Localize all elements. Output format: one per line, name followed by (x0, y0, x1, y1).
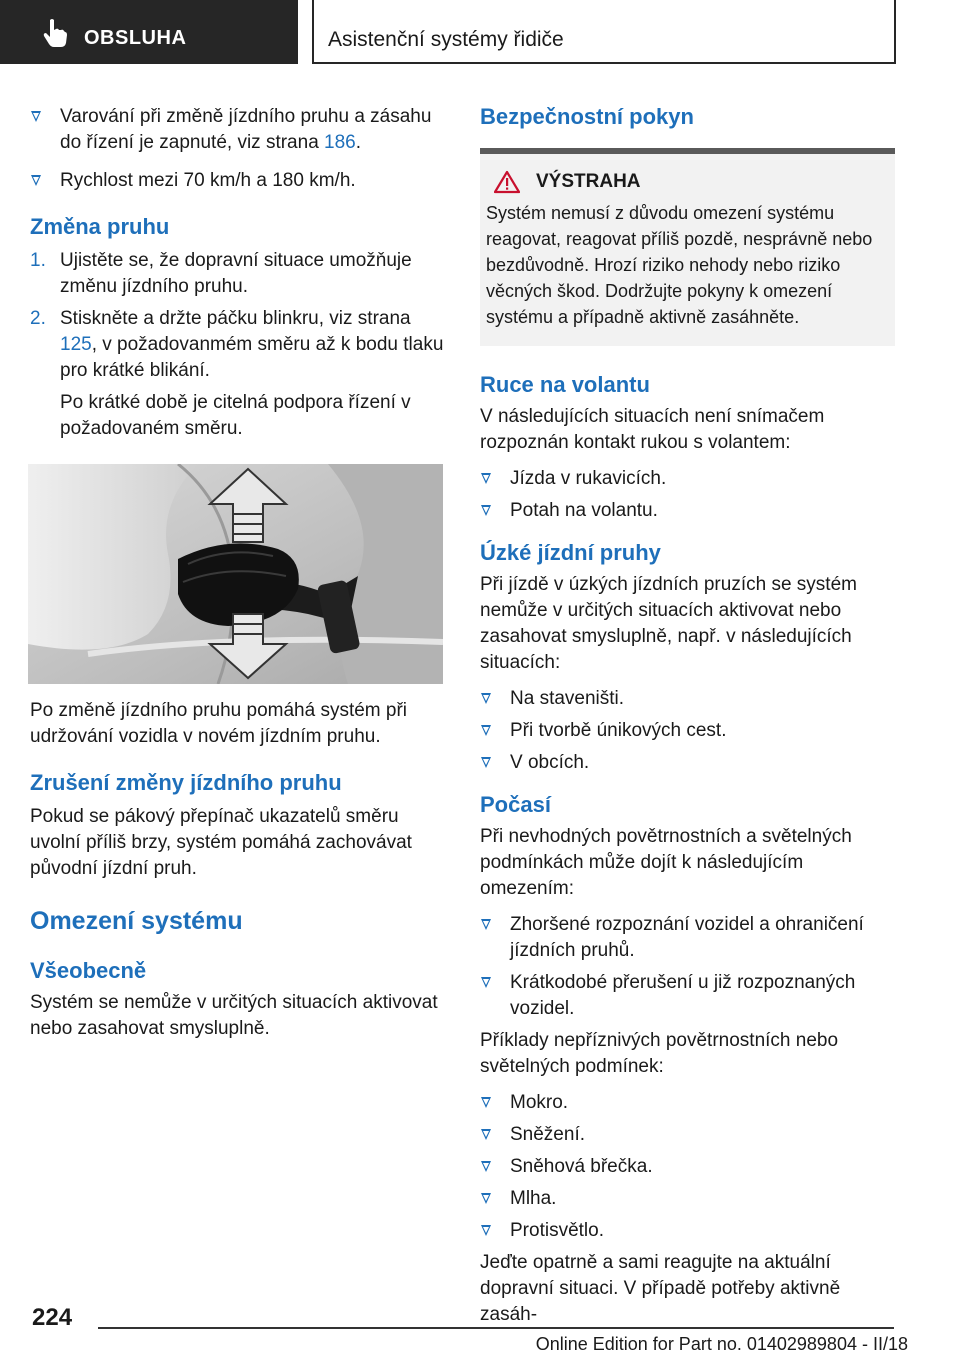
triangle-bullet-icon (481, 693, 491, 704)
triangle-bullet-icon (481, 1193, 491, 1204)
chapter-title: Asistenční systémy řidiče (328, 28, 564, 51)
left-column (30, 100, 445, 1042)
list-item: Protisvětlo. (480, 1218, 895, 1244)
page-number: 224 (32, 1304, 73, 1331)
section-heading-hands: Ruce na volantu (480, 372, 650, 397)
triangle-bullet-icon (481, 505, 491, 516)
list-item: Varování při změně jízdního pruhu a zásahu do řízení je zapnuté, viz strana 186. (30, 104, 445, 156)
narrow-text: Při jízdě v úzkých jízdních pruzích se systém nemůže v určitých situacích aktivovat nebo zasahovat smysluplně, např. v následujících situacích: (480, 574, 857, 673)
final-text: Jeďte opatrně a sami reagujte na aktuální dopravní situaci. V případě potřeby aktivně zasáh- (480, 1252, 841, 1325)
footer-divider (98, 1327, 894, 1329)
section-heading-limits: Omezení systému (30, 907, 243, 935)
step-number: 2. (30, 308, 46, 329)
triangle-bullet-icon (481, 919, 491, 930)
triangle-bullet-icon (481, 757, 491, 768)
page-footer (0, 1290, 960, 1362)
step-note: Po krátké době je citelná podpora řízení v požadovaném směru. (60, 392, 411, 439)
examples-bullet-list (480, 1090, 895, 1244)
section-heading-cancel: Zrušení změny jízdního pruhu (30, 770, 342, 795)
page-link[interactable]: 125 (60, 334, 92, 355)
cancel-text: Pokud se pákový přepínač ukazatelů směru uvolní příliš brzy, systém pomáhá zachovávat původní jízdní pruh. (30, 806, 412, 879)
triangle-bullet-icon (481, 473, 491, 484)
warning-triangle-icon (494, 170, 520, 194)
list-item: Mokro. (480, 1090, 895, 1116)
step-item: 2. Stiskněte a držte páčku blinkru, viz strana 125, v požadovanmém směru až k bodu tlaku pro krátké blikání. (30, 308, 444, 381)
edition-text: Online Edition for Part no. 01402989804 - II/18 (535, 1334, 908, 1354)
right-column (480, 100, 895, 1328)
step-item: 1. Ujistěte se, že dopravní situace umožňuje změnu jízdního pruhu. (30, 250, 412, 297)
warning-header (494, 170, 887, 194)
lever-illustration (28, 464, 443, 684)
step-number: 1. (30, 250, 46, 271)
subheading-general: Všeobecně (30, 958, 147, 983)
narrow-bullet-list (480, 686, 895, 776)
list-item: Sněhová břečka. (480, 1154, 895, 1180)
warning-title: VÝSTRAHA (536, 171, 641, 192)
triangle-bullet-icon (481, 977, 491, 988)
triangle-bullet-icon (481, 1097, 491, 1108)
page-header (0, 0, 960, 66)
section-heading-lane-change: Změna pruhu (30, 214, 170, 239)
limits-text: Systém se nemůže v určitých situacích aktivovat nebo zasahovat smysluplně. (30, 992, 438, 1039)
list-item: Rychlost mezi 70 km/h a 180 km/h. (30, 168, 445, 194)
turn-signal-lever-figure (28, 464, 443, 684)
triangle-bullet-icon (481, 1225, 491, 1236)
triangle-bullet-icon (481, 725, 491, 736)
list-item: Krátkodobé přerušení u již rozpoznaných vozidel. (480, 970, 895, 1022)
list-item: V obcích. (480, 750, 895, 776)
section-tab (0, 0, 298, 64)
lane-change-steps (30, 248, 445, 384)
warning-box (480, 148, 895, 346)
chapter-tab (312, 0, 896, 64)
weather-text: Při nevhodných povětrnostních a světelných podmínkách může dojít k následujícím omezením: (480, 826, 852, 899)
section-heading-weather: Počasí (480, 792, 551, 817)
list-item: Při tvorbě únikových cest. (480, 718, 895, 744)
triangle-bullet-icon (481, 1129, 491, 1140)
hand-pointer-icon (42, 18, 68, 48)
weather-bullet-list (480, 912, 895, 1022)
section-heading-safety: Bezpečnostní pokyn (480, 104, 694, 129)
triangle-bullet-icon (31, 111, 41, 122)
after-figure-text: Po změně jízdního pruhu pomáhá systém při udržování vozidla v novém jízdním pruhu. (30, 700, 408, 747)
triangle-bullet-icon (481, 1161, 491, 1172)
triangle-bullet-icon (31, 175, 41, 186)
section-heading-narrow: Úzké jízdní pruhy (480, 540, 661, 565)
examples-text: Příklady nepříznivých povětrnostních nebo světelných podmínek: (480, 1030, 839, 1077)
list-item: Potah na volantu. (480, 498, 895, 524)
warning-text: Systém nemusí z důvodu omezení systému reagovat, reagovat příliš pozdě, nesprávně nebo bezdůvodně. Hrozí riziko nehody nebo riziko věcných škod. Dodržujte pokyny k omezení systému a případně aktivně zasáhněte. (486, 203, 873, 327)
intro-bullet-list (30, 104, 445, 194)
list-item: Zhoršené rozpoznání vozidel a ohraničení jízdních pruhů. (480, 912, 895, 964)
hands-bullet-list (480, 466, 895, 524)
list-item: Na staveništi. (480, 686, 895, 712)
page-link[interactable]: 186 (324, 132, 356, 153)
hands-text: V následujících situacích není snímačem rozpoznán kontakt rukou s volantem: (480, 406, 825, 453)
list-item: Sněžení. (480, 1122, 895, 1148)
list-item: Mlha. (480, 1186, 895, 1212)
section-label: OBSLUHA (84, 27, 187, 49)
list-item: Jízda v rukavicích. (480, 466, 895, 492)
